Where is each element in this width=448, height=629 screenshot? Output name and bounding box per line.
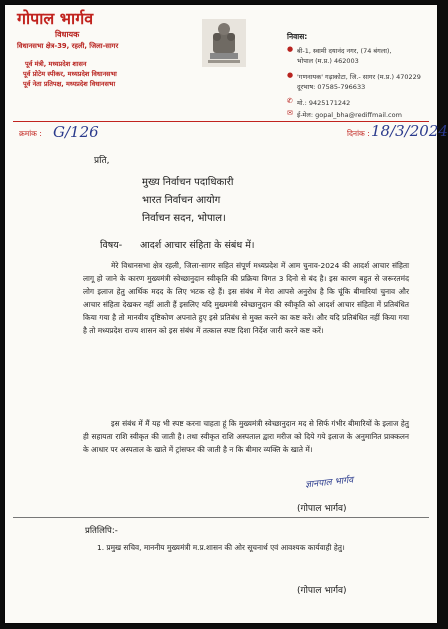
header-divider bbox=[13, 121, 429, 122]
former-role-3: पूर्व नेता प्रतिपक्ष, मध्यप्रदेश विधानसभा bbox=[23, 80, 116, 88]
address-line-2: भोपाल (म.प्र.) 462003 bbox=[297, 57, 359, 65]
date-label: दिनांक : bbox=[347, 129, 370, 138]
letterhead-name: गोपाल भार्गव bbox=[17, 9, 94, 28]
recipient-line-3: निर्वाचन सदन, भोपाल। bbox=[142, 213, 226, 224]
ref-number: G/126 bbox=[53, 123, 99, 141]
signature2-name: (गोपाल भार्गव) bbox=[297, 586, 347, 596]
state-emblem-seal bbox=[202, 19, 246, 67]
address-label: निवास: bbox=[287, 32, 308, 41]
cc-item-1: 1. प्रमुख सचिव, माननीय मुख्यमंत्री म.प्र.शासन की ओर सूचनार्थ एवं आवश्यक कार्यवाही हेतु। bbox=[97, 543, 345, 552]
former-role-2: पूर्व प्रोटेम स्पीकर, मध्यप्रदेश विधानसभा bbox=[23, 70, 117, 78]
phone-icon: ✆ bbox=[287, 97, 293, 105]
body-paragraph-2: इस संबंध में मैं यह भी स्पष्ट करना चाहता हूं कि मुख्यमंत्री स्वेच्छानुदान मद से सिर्फ गंभीर बीमारियों के इलाज हेतु ही सहायता राशि स्वीकृत की जाती है। तथा स्वीकृत राशि अस्पताल द्वारा मरीज को दिये गये इलाज के अनुमानित प्राक्कलन के आधार पर अस्पताल के खाते में ट्रांसफर की जाती है न कि बीमार व्यक्ति के खाते में। bbox=[83, 419, 409, 454]
signature-name: (गोपाल भार्गव) bbox=[297, 504, 347, 514]
recipient-line-2: भारत निर्वाचन आयोग bbox=[142, 195, 221, 206]
home-icon: ● bbox=[287, 71, 294, 79]
recipient-prefix: प्रति, bbox=[94, 156, 110, 166]
letterhead-constituency: विधानसभा क्षेत्र-39, रहली, जिला-सागर bbox=[17, 42, 119, 50]
date-value: 18/3/2024 bbox=[371, 122, 448, 140]
recipient-line-1: मुख्य निर्वाचन पदाधिकारी bbox=[142, 177, 234, 188]
address-line-3: 'गणनायक' गढ़ाकोटा, जि.- सागर (म.प्र.) 470229 bbox=[297, 73, 421, 81]
ref-label: क्रमांक : bbox=[19, 129, 42, 138]
letterhead-designation: विधायक bbox=[55, 30, 80, 39]
subject-label: विषय- bbox=[100, 240, 123, 251]
former-role-1: पूर्व मंत्री, मध्यप्रदेश शासन bbox=[25, 60, 87, 68]
address-line-1: बी-1, स्वामी दयानंद नगर, (74 बंगला), bbox=[297, 47, 392, 55]
subject-text: आदर्श आचार संहिता के संबंध में। bbox=[140, 240, 255, 251]
signature-scribble: ज्ञानपाल भार्गव bbox=[304, 475, 354, 491]
address-line-6: ई-मेल: gopal_bha@rediffmail.com bbox=[297, 111, 402, 119]
letter-page bbox=[5, 5, 448, 623]
email-icon: ✉ bbox=[287, 109, 293, 117]
home-icon: ● bbox=[287, 45, 294, 53]
body-paragraph-1: मेरे विधानसभा क्षेत्र रहली, जिला-सागर सहित संपूर्ण मध्यप्रदेश में आम चुनाव-2024 की आदर्श आचार संहिता लागू हो जाने के कारण मुख्यमंत्री स्वेच्छानुदान स्वीकृति की प्रक्रिया विगत 3 दिनो से बंद है। इस कारण बहुत से जरूरतमंद लोग इलाज हेतु आर्थिक मदद के लिए भटक रहे हैं। इस संबंध में मेरा आपसे अनुरोध है कि चूंकि बीमारियां चुनाव और आचार संहिता देखकर नहीं आती हैं इसलिए यदि मुख्यमंत्री स्वेच्छानुदान की स्वीकृति को आदर्श आचार संहिता में प्रतिबंधित किया गया है तो मानवीय दृष्टिकोण अपनाते हुए इसे प्रतिबंध से मुक्त करने का कष्ट करें। और यदि प्रतिबंधित नहीं किया गया है तो मध्यप्रदेश राज्य शासन को इस संबंध में तत्काल स्पष्ट दिशा निर्देश जारी करने कष्ट करें। bbox=[83, 261, 409, 335]
address-line-5: मो.: 9425171242 bbox=[297, 99, 351, 107]
address-line-4: दूरभाष: 07585-796633 bbox=[297, 83, 366, 91]
cc-divider bbox=[13, 517, 429, 518]
cc-label: प्रतिलिपि:- bbox=[85, 526, 118, 536]
